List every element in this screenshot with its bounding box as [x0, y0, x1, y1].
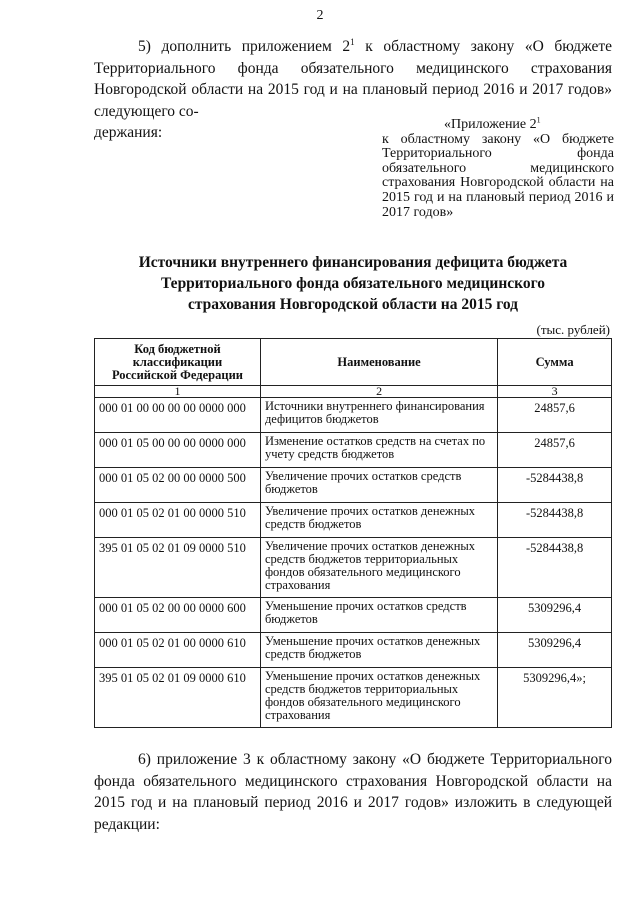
- header-code: Код бюджетной классификации Российской Федерации: [95, 339, 261, 386]
- row-name: Источники внутреннего финансирования дефицитов бюджетов: [260, 398, 497, 433]
- row-name: Уменьшение прочих остатков денежных средств бюджетов: [260, 633, 497, 668]
- table-title: [94, 252, 612, 315]
- column-number-row: [95, 386, 612, 398]
- row-name: Увеличение прочих остатков денежных средств бюджетов: [260, 503, 497, 538]
- page-number: 2: [316, 8, 324, 23]
- table-title-line: Территориального фонда обязательного медицинского: [160, 275, 546, 292]
- row-sum: 24857,6: [498, 433, 612, 468]
- row-name: Увеличение прочих остатков денежных средств бюджетов территориальных фондов обязательного медицинского страхования: [260, 538, 497, 598]
- row-sum: 5309296,4: [498, 598, 612, 633]
- table-row: [95, 633, 612, 668]
- row-sum: 5309296,4»;: [498, 668, 612, 728]
- column-number: 3: [498, 386, 612, 398]
- table-title-line: страхования Новгородской области на 2015 год: [187, 296, 519, 313]
- row-sum: -5284438,8: [498, 538, 612, 598]
- table-row: [95, 503, 612, 538]
- table-row: [95, 433, 612, 468]
- header-sum: Сумма: [498, 339, 612, 386]
- item-5-text: 5) дополнить приложением 2: [138, 38, 351, 55]
- table-row: [95, 468, 612, 503]
- table-row: [95, 668, 612, 728]
- column-number: 1: [95, 386, 261, 398]
- row-code: 395 01 05 02 01 09 0000 510: [95, 538, 261, 598]
- row-code: 000 01 05 02 00 00 0000 600: [95, 598, 261, 633]
- table-header-row: [95, 339, 612, 386]
- item-5-tail: держания:: [94, 124, 163, 141]
- header-name: Наименование: [260, 339, 497, 386]
- item-5-superscript: 1: [350, 36, 355, 47]
- row-name: Увеличение прочих остатков средств бюджетов: [260, 468, 497, 503]
- row-code: 000 01 00 00 00 00 0000 000: [95, 398, 261, 433]
- item-5-text-rest: к областному закону «О бюджете Территориального фонда обязательного медицинского страхования Новгородской области на 2015 год и на плановый период 2016 и 2017 годов» следующего со-: [94, 38, 612, 120]
- row-code: 000 01 05 00 00 00 0000 000: [95, 433, 261, 468]
- row-sum: -5284438,8: [498, 503, 612, 538]
- units-label: (тыс. рублей): [536, 322, 610, 337]
- row-code: 395 01 05 02 01 09 0000 610: [95, 668, 261, 728]
- appendix-caption: [382, 115, 614, 220]
- row-code: 000 01 05 02 01 00 0000 510: [95, 503, 261, 538]
- row-name: Уменьшение прочих остатков средств бюджетов: [260, 598, 497, 633]
- row-sum: 24857,6: [498, 398, 612, 433]
- row-sum: -5284438,8: [498, 468, 612, 503]
- row-sum: 5309296,4: [498, 633, 612, 668]
- appendix-body: к областному закону «О бюджете Территориального фонда обязательного медицинского страхования Новгородской области на 2015 год и на плановый период 2016 и 2017 годов»: [382, 131, 614, 220]
- table-title-line: Источники внутреннего финансирования дефицита бюджета: [138, 254, 568, 271]
- budget-sources-table: [94, 338, 612, 728]
- row-code: 000 01 05 02 00 00 0000 500: [95, 468, 261, 503]
- table-row: [95, 398, 612, 433]
- row-code: 000 01 05 02 01 00 0000 610: [95, 633, 261, 668]
- appendix-title: «Приложение $2^1$: [444, 115, 541, 132]
- column-number: 2: [260, 386, 497, 398]
- table-row: [95, 538, 612, 598]
- table-row: [95, 598, 612, 633]
- row-name: Изменение остатков средств на счетах по учету средств бюджетов: [260, 433, 497, 468]
- appendix-superscript: 1: [536, 115, 541, 125]
- row-name: Уменьшение прочих остатков денежных средств бюджетов территориальных фондов обязательного медицинского страхования: [260, 668, 497, 728]
- item-6-paragraph: 6) приложение 3 к областному закону «О бюджете Территориального фонда обязательного медицинского страхования Новгородской области на 2015 год и на плановый период 2016 и 2017 годов» изложить в следующей редакции:: [94, 751, 612, 833]
